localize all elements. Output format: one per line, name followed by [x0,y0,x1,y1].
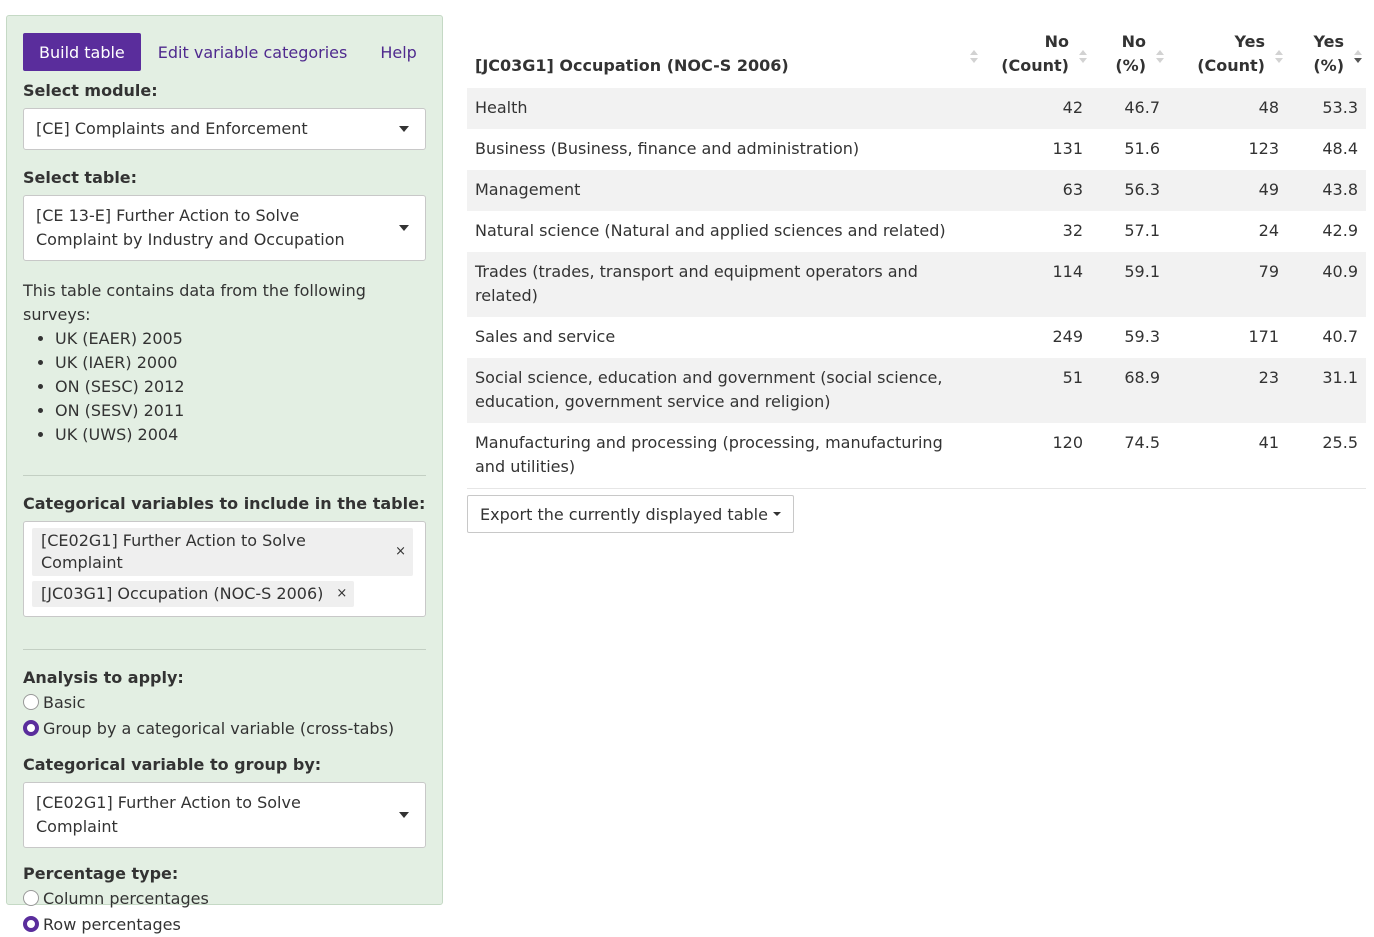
col-header-no-count[interactable] [966,30,1091,88]
sidebar-panel [6,15,443,934]
cell-no-pct: 46.7 [1091,88,1168,129]
list-item: • UK (UWS) 2004 [55,423,426,447]
cell-no-count: 42 [966,88,1091,129]
cell-no-count: 249 [1052,327,1083,346]
cell-yes-count: 49 [1168,170,1287,211]
remove-icon[interactable]: × [336,586,348,601]
sort-icon [1275,50,1283,66]
table-label: Select table: [23,168,138,187]
table-row [467,252,1366,317]
list-item: • UK (EAER) 2005 [55,327,426,351]
list-item: • ON (SESC) 2012 [55,375,426,399]
chevron-down-icon [399,812,409,818]
groupby-select[interactable] [23,782,426,848]
catvar-tag [32,581,354,607]
cell-yes-count: 24 [1258,221,1279,240]
cell-no-pct: 59.3 [1124,327,1160,346]
nav-tabs [23,33,426,71]
radio-circle-icon[interactable] [23,916,39,932]
sort-icon [1354,50,1362,66]
cell-no-pct: 68.9 [1091,358,1168,423]
catvars-input[interactable] [23,521,426,617]
col-header-label: (Count) [1197,56,1265,75]
cell-occupation: Trades (trades, transport and equipment operators and related) [467,252,966,317]
table-row [467,211,1366,252]
cell-yes-pct: 48.4 [1322,139,1358,158]
catvar-tag-label: [JC03G1] Occupation (NOC-S 2006) [41,584,324,603]
cell-yes-pct: 31.1 [1287,358,1366,423]
cell-yes-pct: 53.3 [1287,88,1366,129]
radio-label: Basic [43,692,86,712]
divider [23,649,426,650]
cell-yes-pct: 40.9 [1287,252,1366,317]
remove-icon[interactable]: × [395,544,406,559]
chevron-down-icon [773,512,781,516]
surveys-intro: This table contains data from the following surveys: [23,281,366,324]
cell-yes-count: 171 [1248,327,1279,346]
cell-no-pct: 74.5 [1091,423,1168,489]
cell-no-pct: 57.1 [1124,221,1160,240]
chevron-down-icon [399,126,409,132]
cell-yes-count: 41 [1168,423,1287,489]
cell-no-pct: 56.3 [1091,170,1168,211]
table-row [467,358,1366,423]
tab-edit-variable-categories[interactable]: Edit variable categories [157,42,348,62]
tab-help[interactable]: Help [380,42,417,62]
col-header-label: Yes [1234,32,1265,51]
cell-no-count: 114 [966,252,1091,317]
col-header-label: [JC03G1] Occupation (NOC-S 2006) [475,56,789,75]
module-select-value: [CE] Complaints and Enforcement [36,119,308,138]
results-panel [467,30,1366,533]
cell-occupation: Sales and service [475,327,616,346]
col-header-label: (Count) [1001,56,1069,75]
radio-basic[interactable] [23,689,426,715]
cell-no-count: 32 [1062,221,1083,240]
table-header-row [467,30,1366,88]
col-header-label: (%) [1313,56,1344,75]
groupby-label: Categorical variable to group by: [23,755,322,774]
module-label: Select module: [23,81,158,100]
chevron-down-icon [399,225,409,231]
cell-no-count: 63 [966,170,1091,211]
table-row [467,317,1366,358]
table-row [467,170,1366,211]
cell-yes-count: 123 [1248,139,1279,158]
cell-occupation: Manufacturing and processing (processing, manufacturing and utilities) [467,423,966,489]
cell-yes-pct: 42.9 [1322,221,1358,240]
catvars-label: Categorical variables to include in the table: [23,494,426,513]
col-header-yes-count[interactable] [1168,30,1287,88]
divider [23,475,426,476]
cell-yes-pct: 43.8 [1287,170,1366,211]
module-select[interactable] [23,108,426,150]
cell-no-count: 120 [966,423,1091,489]
cell-no-pct: 51.6 [1124,139,1160,158]
export-button-label: Export the currently displayed table [480,504,768,524]
catvar-tag-label: [CE02G1] Further Action to Solve Complaint [41,531,306,572]
cell-no-pct: 59.1 [1091,252,1168,317]
col-header-occupation[interactable] [467,30,966,88]
survey-list [23,327,426,447]
sort-icon [1079,50,1087,66]
col-header-label: No [1121,32,1146,51]
cell-occupation: Social science, education and government (social science, education, government service and religion) [467,358,966,423]
cell-no-count: 131 [1052,139,1083,158]
sort-icon [1156,50,1164,66]
col-header-label: No [1044,32,1069,51]
tab-build-table[interactable]: Build table [23,33,141,71]
radio-row-percentages[interactable] [23,911,426,937]
cell-yes-count: 79 [1168,252,1287,317]
col-header-label: Yes [1313,32,1344,51]
radio-circle-icon[interactable] [23,720,39,736]
cell-occupation: Business (Business, finance and administration) [475,139,860,158]
cell-yes-count: 48 [1168,88,1287,129]
radio-label: Group by a categorical variable (cross-tabs) [43,718,395,738]
table-select[interactable] [23,195,426,261]
cell-occupation: Health [467,88,966,129]
radio-circle-icon[interactable] [23,890,39,906]
cell-no-count: 51 [966,358,1091,423]
radio-group-by[interactable] [23,715,426,741]
catvar-tag [32,528,413,576]
cell-occupation: Management [467,170,966,211]
cell-yes-count: 23 [1168,358,1287,423]
table-row [467,423,1366,489]
cell-yes-pct: 25.5 [1287,423,1366,489]
col-header-yes-pct[interactable] [1287,30,1366,88]
table-select-value: [CE 13-E] Further Action to Solve Complaint by Industry and Occupation [36,206,345,249]
cell-yes-pct: 40.7 [1322,327,1358,346]
export-table-button[interactable] [467,495,794,533]
radio-column-percentages[interactable] [23,885,426,911]
radio-label: Column percentages [43,888,209,908]
groupby-select-value: [CE02G1] Further Action to Solve Complaint [36,793,301,836]
table-row [467,129,1366,170]
analysis-label: Analysis to apply: [23,668,184,687]
table-row [467,88,1366,129]
radio-circle-icon[interactable] [23,694,39,710]
cell-occupation: Natural science (Natural and applied sciences and related) [475,221,946,240]
col-header-no-pct[interactable] [1091,30,1168,88]
list-item: • ON (SESV) 2011 [55,399,426,423]
results-table [467,30,1366,489]
radio-label: Row percentages [43,914,181,934]
list-item: • UK (IAER) 2000 [55,351,426,375]
col-header-label: (%) [1115,56,1146,75]
pct-label: Percentage type: [23,864,179,883]
